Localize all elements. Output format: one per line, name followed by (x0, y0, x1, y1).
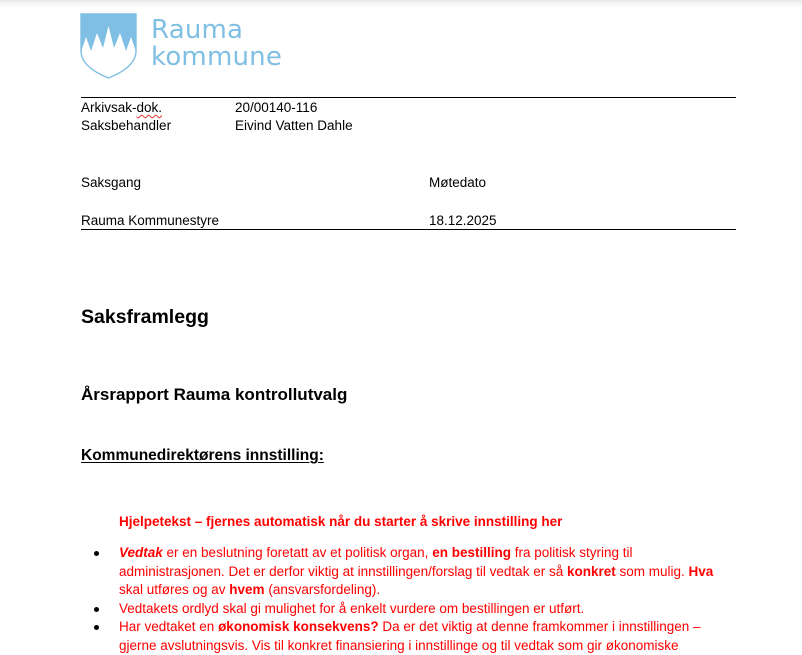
recommendation-heading: Kommunedirektørens innstilling: (81, 447, 324, 464)
bullet-text: Da er det viktig at denne framkommer i innstillingen – gjerne avslutningsvis. Vis til konkret finansiering i innstillinge og til vedtak som gir økonomiske (119, 619, 701, 653)
bullet-text: Vedtakets ordlyd skal gi mulighet for å enkelt vurdere om bestillingen er utført. (119, 600, 585, 616)
bullet-text: fra politisk styring til administrasjonen. Det er derfor viktig at innstillingen/forslag til vedtak er så (119, 545, 633, 579)
arkivsak-value: 20/00140-116 (235, 100, 318, 115)
emphasis-text: konkret (566, 563, 616, 579)
bullet-text: (ansvarsfordeling). (264, 582, 381, 597)
saksgang-row-date: 18.12.2025 (429, 213, 497, 228)
coat-of-arms-shield-icon (80, 13, 137, 79)
logo-line-1: Rauma (151, 15, 244, 45)
bullet-dot-icon (94, 625, 99, 630)
emphasis-text: Vedtak (119, 545, 163, 560)
bullet-item (81, 600, 721, 619)
rauma-kommune-logo (80, 13, 290, 79)
logo-wordmark (151, 17, 282, 71)
saksgang-row-body: Rauma Kommunestyre (81, 213, 220, 228)
logo-line-2: kommune (151, 42, 283, 72)
arkivsak-label-text (81, 100, 162, 115)
document-title: Saksframlegg (81, 306, 209, 328)
arkivsak-label-prefix: Arkivsak- (81, 100, 137, 115)
help-text-title: Hjelpetekst – fjernes automatisk når du starter å skrive innstilling her (119, 514, 563, 529)
saksgang-header: Saksgang (81, 175, 142, 190)
emphasis-text: økonomisk konsekvens? (218, 619, 379, 634)
bullet-text: som mulig. (615, 563, 689, 579)
bullet-dot-icon (94, 551, 99, 556)
emphasis-text: hvem (229, 582, 265, 597)
saksbehandler-value: Eivind Vatten Dahle (235, 118, 353, 133)
motedato-header: Møtedato (429, 175, 487, 190)
bullet-text: er en beslutning foretatt av et politisk organ, (162, 545, 433, 560)
saksbehandler-label: Saksbehandler (81, 118, 172, 133)
recommendation-heading-wrap (81, 447, 324, 465)
bullet-text: skal utføres og av (119, 582, 230, 597)
help-bullet-list (81, 544, 721, 655)
bullet-text: Har vedtaket en (119, 619, 219, 634)
emphasis-text: Hva (688, 563, 714, 579)
emphasis-text: en bestilling (432, 545, 511, 560)
header-rule-top (81, 97, 736, 98)
arkivsak-label (81, 99, 162, 117)
document-subject: Årsrapport Rauma kontrollutvalg (81, 385, 348, 404)
spellcheck-flagged-word[interactable]: dok. (136, 100, 163, 115)
bullet-item (81, 618, 721, 655)
bullet-dot-icon (94, 607, 99, 612)
header-rule-bottom (81, 229, 736, 230)
bullet-item (81, 544, 721, 600)
page-top-shadow (0, 0, 802, 8)
